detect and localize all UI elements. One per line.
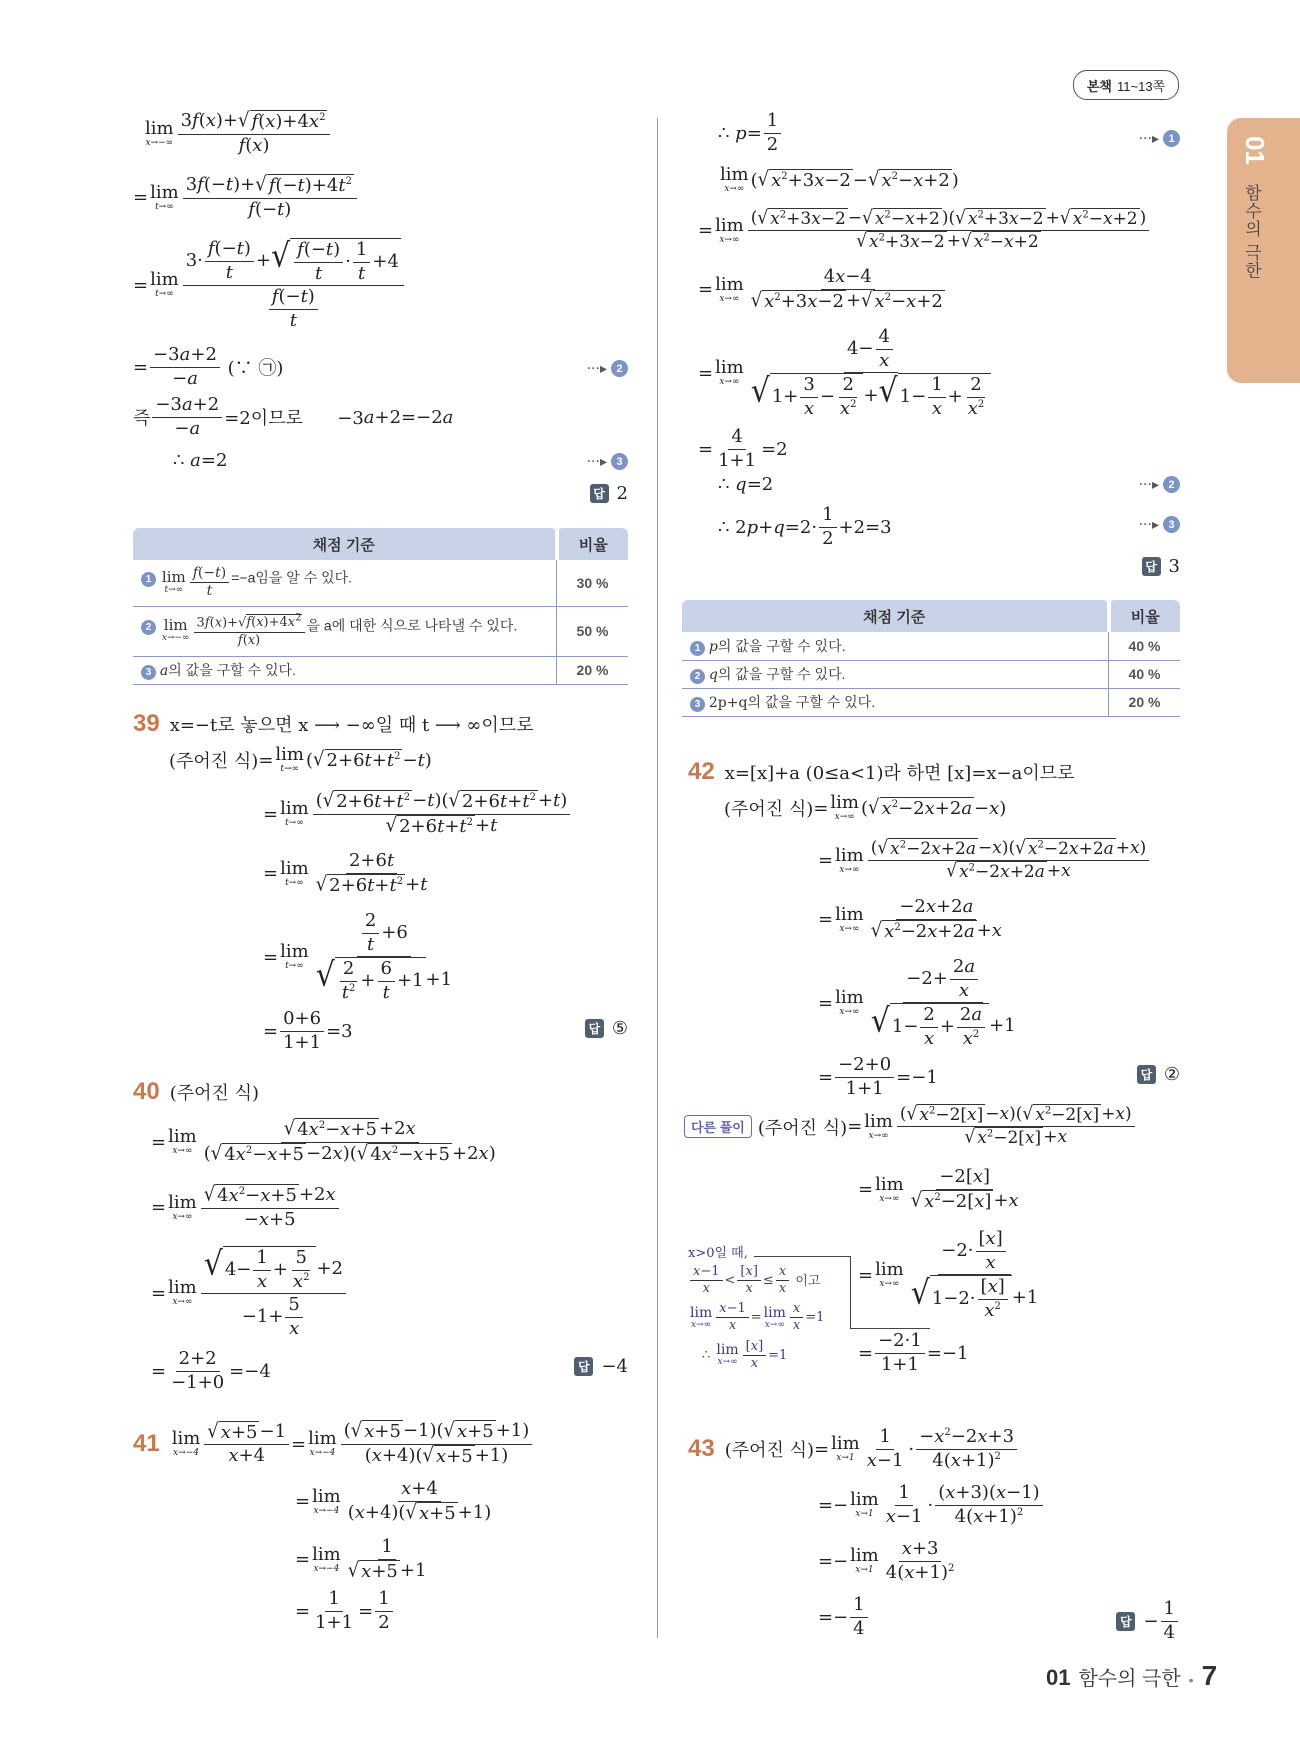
step-marker: ···▸ 3 [587,453,628,470]
answer [1142,556,1180,577]
math-line: ∴ 2 p + q =2· $\frac{1}{2}$ +2=3 [718,504,892,549]
math-line: (주어진 식) = lim t→∞ ( √ $2+6t+t^2$ − t ) [169,744,432,774]
score-row: 1 lim t→∞ $\frac{f(-t)}{t}$ =−a임을 알 수 있다. 30 % [133,560,628,606]
problem-number: 42 [688,758,715,785]
page-number: 7 [1201,1660,1218,1691]
math-line: = $\frac{2+2}{-1+0}$ =−4 [151,1348,271,1393]
problem-number: 39 [133,710,160,737]
footer-chapter-title: 함수의 극한 [1078,1668,1181,1690]
score-header-criteria: 채점 기준 [682,600,1109,632]
score-pct: 20 % [557,656,629,684]
score-header-ratio: 비율 [1109,600,1181,632]
math-line: ∴ q =2 [718,474,774,495]
math-line: = $\frac{0+6}{1+1}$ =3 [263,1008,353,1053]
page-ref-range: 11~13쪽 [1117,78,1166,94]
score-header-ratio: 비율 [557,528,629,560]
score-table [133,528,628,685]
score-row: 1 p의 값을 구할 수 있다. 40 % [682,632,1180,660]
note-connector [850,1256,851,1328]
math-line: = lim x→∞ −2+ $\frac{2a}{x}$ √ 1− $\frac{2}{x}$ + $\frac{2a}{x^2}$ +1 [818,956,1016,1049]
score-pct: 40 % [1109,660,1181,688]
answer-value: 2 [616,483,628,504]
side-note [688,1246,824,1372]
math-line: =− $\frac{1}{4}$ [818,1594,870,1640]
score-row: 3 2p+q의 값을 구할 수 있다. 20 % [682,688,1180,716]
math-line: = lim x→∞ 4− $\frac{4}{x}$ √ 1+ $\frac{3}{x}$ − $\frac{2}{x^2}$ + √ 1− $\frac{1}{x}$ + $\frac{2}{x^2}$ [698,326,996,420]
page-ref-book: 본책 [1086,78,1112,94]
problem-42-intro: 42 x=[x]+a (0≤a<1)라 하면 [x]=x−a이므로 [688,758,1075,785]
math-line: = lim x→∞ √ $4x^2-x+5$ +2x ( √ $4x^2-x+5$ −2x)( √ $4x^2-x+5$ +2x) [151,1116,496,1165]
problem-number: 40 [133,1078,160,1105]
problem-41-line: 41 lim x→−4 √ x+5 −1 x+4 = lim x→−4 ( √ x+5 −1)( √ x+5 +1) (x+4)( √ x+5 +1) [133,1420,534,1468]
answer-badge: 답 [585,1019,604,1038]
footer-chapter-num: 01 [1046,1665,1071,1690]
math-line: = lim x→∞ ( √ $x^2+3x-2$ − √ $x^2-x+2$ )( √ $x^2+3x-2$ + √ $x^2-x+2$ ) √ $x^2+3x-2$ + √ $x^2-x+2$ [698,208,1151,254]
note-connector [850,1328,930,1329]
problem-40-intro: 40 (주어진 식) [133,1078,260,1105]
math-line: = $\frac{-2\cdot 1}{1+1}$ =−1 [858,1330,969,1375]
math-line: = lim x→−4 x+4 (x+4)( √ x+5 +1) [295,1478,492,1524]
answer [585,1018,628,1039]
math-line: = lim t→∞ 2+6t √ $2+6t+t^2$ +t [263,850,428,896]
chapter-tab-label: 함수의 극한 [1242,184,1261,280]
answer-badge: 답 [1116,1612,1135,1631]
math-line: = lim t→∞ 3· $\frac{f(-t)}{t}$ + √ $\frac{f(-t)}{t}$ · $\frac{1}{t}$ +4 $\frac{f(-t)}{t}$ [133,238,406,332]
step-marker: ···▸ 2 [1139,476,1180,493]
math-line: = $\frac{4}{1+1}$ =2 [698,426,788,471]
math-line: = $\frac{-2+0}{1+1}$ =−1 [818,1054,938,1099]
math-line: = lim x→∞ ( √ $x^2-2x+2a$ −x)( √ $x^2-2x+2a$ +x) √ $x^2-2x+2a$ +x [818,838,1151,884]
math-line: =− lim x→1 $\frac{1}{x-1}$ · $\frac{(x+3)(x-1)}{4(x+1)^2}$ [818,1482,1045,1528]
math-line: lim x→∞ ( √ $x^2+3x-2$ − √ $x^2-x+2$ ) [720,164,959,194]
answer: 답 − $\frac{1}{4}$ [1116,1598,1180,1644]
math-line: = lim t→∞ 3f(−t)+ √ $f(-t)+4t^2$ f(−t) [133,174,359,221]
column-divider [657,118,658,1638]
answer-value: ② [1163,1064,1180,1085]
math-line: = lim t→∞ ( √ $2+6t+t^2$ −t)( √ $2+6t+t^2$ +t) √ $2+6t+t^2$ +t [263,790,572,838]
footer-separator: • [1188,1672,1194,1688]
math-line: = lim x→∞ √ 4− $\frac{1}{x}$ + $\frac{5}{x^2}$ +2 −1+ $\frac{5}{x}$ [151,1246,348,1340]
answer [590,483,628,504]
answer [1137,1064,1180,1085]
step-marker: ···▸ 1 [1139,130,1180,147]
score-pct: 30 % [557,560,629,606]
answer-badge: 답 [1137,1065,1156,1084]
math-line: = lim x→−4 1 √ x+5 +1 [295,1536,427,1582]
answer-badge: 답 [1142,557,1161,576]
math-line: = $\frac{1}{1+1}$ = $\frac{1}{2}$ [295,1588,395,1634]
answer-value: ⑤ [611,1018,628,1039]
note-line-4: ∴ lim x→∞ $\frac{[x]}{x}$ =1 [702,1338,788,1371]
math-line: ∴ a =2 [173,450,228,471]
step-marker: ···▸ 2 [587,360,628,377]
score-pct: 50 % [557,606,629,656]
answer-badge: 답 [590,484,609,503]
note-line-1: x>0일 때, [688,1246,748,1261]
step-marker: ···▸ 3 [1139,516,1180,533]
answer-badge: 답 [574,1357,593,1376]
math-line: = lim x→∞ −2· $\frac{[x]}{x}$ √ 1−2· $\frac{[x]}{x^2}$ +1 [858,1228,1039,1321]
note-line-2: $\frac{x-1}{x}$ < $\frac{[x]}{x}$ ≤ $\frac{x}{x}$ 이고 [688,1264,824,1298]
math-line: = lim x→∞ −2x+2a √ $x^2-2x+2a$ +x [818,896,1002,942]
problem-43-line: 43 (주어진 식) = lim x→1 $\frac{1}{x-1}$ · $\frac{-x^2-2x+3}{4(x+1)^2}$ [688,1426,1019,1472]
score-row: 2 q의 값을 구할 수 있다. 40 % [682,660,1180,688]
score-row: 3 a의 값을 구할 수 있다. 20 % [133,656,628,684]
math-line: (주어진 식) = lim x→∞ ( √ $x^2-2x+2a$ − x ) [724,792,1007,822]
score-table [682,600,1180,717]
answer [574,1356,628,1377]
math-line: ∴ p = $\frac{1}{2}$ [718,110,783,156]
alt-solution-badge: 다른 풀이 [684,1115,752,1138]
chapter-tab-number: 01 [1240,136,1270,165]
page-footer [1046,1660,1217,1692]
math-line: =− lim x→1 $\frac{x+3}{4(x+1)^2}$ [818,1538,955,1583]
math-line: = lim x→∞ 4x−4 √ $x^2+3x-2$ + √ $x^2-x+2$ [698,266,943,312]
math-line: = lim x→∞ −2[x] √ $x^2-2[x]$ +x [858,1166,1019,1212]
math-line: lim x→−∞ 3f(x)+ √ $f(x)+4x^2$ f(x) [143,110,332,157]
chapter-side-tab [1227,118,1300,383]
page-reference-badge [1073,70,1179,100]
answer-value: 3 [1168,556,1180,577]
note-line-3: lim x→∞ $\frac{x-1}{x}$ = lim x→∞ $\frac{x}{x}$ =1 [690,1301,825,1334]
math-line: = lim x→∞ √ $4x^2-x+5$ +2x −x+5 [151,1184,341,1231]
problem-39-intro: 39 x=−t로 놓으면 x ⟶ −∞일 때 t ⟶ ∞이므로 [133,710,534,737]
alt-solution-line: 다른 풀이 (주어진 식) = lim x→∞ ( √ $x^2-2[x]$ −x)( √ $x^2-2[x]$ +x) √ $x^2-2[x]$ +x [684,1104,1137,1150]
answer-value: −4 [601,1356,628,1377]
math-line: 즉 $\frac{-3a+2}{-a}$ =2이므로 −3 a +2=−2 a [133,394,454,439]
math-line: = lim t→∞ $\frac{2}{t}$ +6 √ $\frac{2}{t^2}$ + $\frac{6}{t}$ +1 +1 [263,910,453,1003]
problem-number: 43 [688,1435,715,1462]
score-row: 2 lim x→−∞ $\frac{3f(x)+√f(x)+4x^2}{f(x)}$ 을 a에 대한 식으로 나타낼 수 있다. 50 % [133,606,628,656]
problem-number: 41 [133,1430,160,1457]
math-line: = $\frac{-3a+2}{-a}$ (∵ ㉠) [133,344,284,389]
score-pct: 20 % [1109,688,1181,716]
score-pct: 40 % [1109,632,1181,660]
score-header-criteria: 채점 기준 [133,528,557,560]
